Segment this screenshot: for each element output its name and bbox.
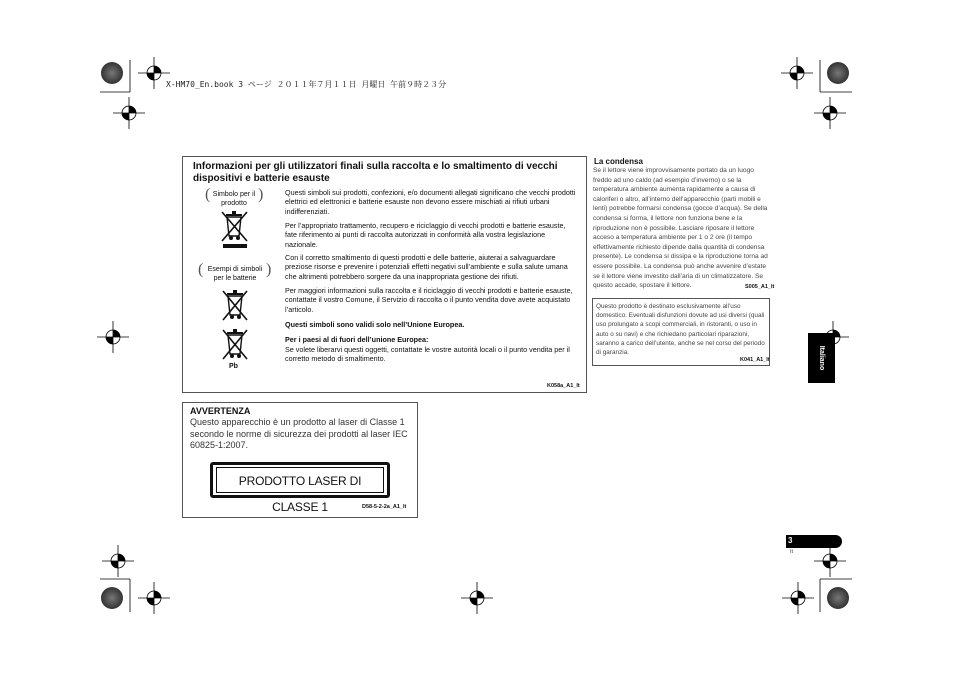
- pb-label: Pb: [229, 363, 238, 370]
- language-tab: [808, 333, 835, 383]
- laser-class-label: PRODOTTO LASER DI CLASSE 1: [216, 467, 384, 493]
- warning-title: AVVERTENZA: [190, 406, 251, 416]
- domestic-use-text: Questo prodotto è destinato esclusivamente all’uso domestico. Eventuali disfunzioni dovute ad usi diversi (quali uso prolungato a scopi commerciali, in ristoranti, o uso in auto o su navi) e che richiedano particolari riparazioni, saranno a carico dell’utente, anche se nel corso del periodo di garanzia.: [596, 303, 765, 357]
- condensation-text: Se il lettore viene improvvisamente portato da un luogo freddo ad uno caldo (ad esempio d’inverno) o se la temperatura ambiente aumenta rapidamente a causa di caloriferi o altro, all’interno dell’apparecchio (parti mobili e lenti) potrebbe formarsi condensa (gocce d’acqua). Se della condensa si forma, il lettore non funziona bene e la riproduzione non è possibile. Lasciare riposare il lettore acceso a temperatura ambiente per 1 o 2 ore (il tempo effettivamente richiesto dipende dalla quantità di condensa presente). Le condensa si dissipa e la riproduzione torna ad essere possibile. La condensa può anche avvenire d’estate se il lettore viene investito dall’aria di un climatizzatore. Se questo accade, spostare il lettore.: [593, 167, 768, 290]
- paren-right: ): [258, 186, 264, 203]
- caption-batteries: Esempi di simboli per le batterie: [207, 266, 263, 282]
- disposal-paragraph: Per l’appropriato trattamento, recupero e riciclaggio di vecchi prodotti e batterie esauste, fate riferimento ai punti di raccolta autorizzati in conformità alla vostra legislazione nazionale.: [285, 221, 566, 249]
- page-number: 3: [788, 536, 793, 545]
- outside-eu-text: Se volete liberarvi questi oggetti, contattate le vostre autorità locali o il punto vendita per il corretto metodo di smaltimento.: [285, 345, 570, 364]
- print-header: X-HM70_En.book 3 ページ ２０１１年７月１１日 月曜日 午前９時２３分: [166, 80, 447, 89]
- weee-bin-battery-icon: [220, 288, 250, 324]
- page-language-code: It: [790, 549, 794, 555]
- disposal-paragraph: Questi simboli sui prodotti, confezioni, e/o documenti allegati significano che vecchi prodotti elettrici ed elettronici e batterie esauste non devono essere mischiati ai rifiuti urbani indifferenziati.: [285, 188, 576, 216]
- warning-code: D58-5-2-2a_A1_It: [362, 504, 407, 510]
- disposal-code: K058a_A1_It: [547, 383, 580, 389]
- domestic-use-code: K041_A1_It: [740, 357, 770, 363]
- disposal-title: Informazioni per gli utilizzatori finali sulla raccolta e lo smaltimento di vecchi dispositivi e batterie esauste: [193, 161, 558, 184]
- paren-left: (: [198, 261, 204, 278]
- warning-text: Questo apparecchio è un prodotto al laser di Classe 1 secondo le norme di sicurezza dei prodotti al laser IEC 60825-1:2007.: [190, 417, 408, 451]
- paren-left: (: [205, 186, 211, 203]
- eu-only-note: Questi simboli sono validi solo nell’Unione Europea.: [285, 320, 465, 329]
- page-number-tab: [786, 535, 842, 548]
- outside-eu-heading: Per i paesi al di fuori dell’unione Europea:: [285, 335, 429, 344]
- condensation-title: La condensa: [594, 157, 643, 166]
- weee-bin-product-icon: [219, 209, 251, 249]
- weee-bin-battery-pb-icon: [220, 327, 250, 363]
- condensation-code: S005_A1_It: [745, 284, 775, 290]
- disposal-paragraph: Per maggiori informazioni sulla raccolta e il riciclaggio di vecchi prodotti e batterie esauste, contattate il vostro Comune, il Servizio di raccolta o il punto vendita dove avete acquistato l’articolo.: [285, 286, 573, 314]
- disposal-paragraph: Con il corretto smaltimento di questi prodotti e delle batterie, aiuterai a salvaguardare preziose risorse e prevenire i potenziali effetti negativi sull’ambiente e sulla salute umana che altrimenti potrebbero sorgere da una inappropriata gestione dei rifiuti.: [285, 253, 568, 281]
- language-tab-label: Italiano: [818, 345, 825, 371]
- caption-product: Simbolo per il prodotto: [212, 191, 256, 207]
- paren-right: ): [266, 261, 272, 278]
